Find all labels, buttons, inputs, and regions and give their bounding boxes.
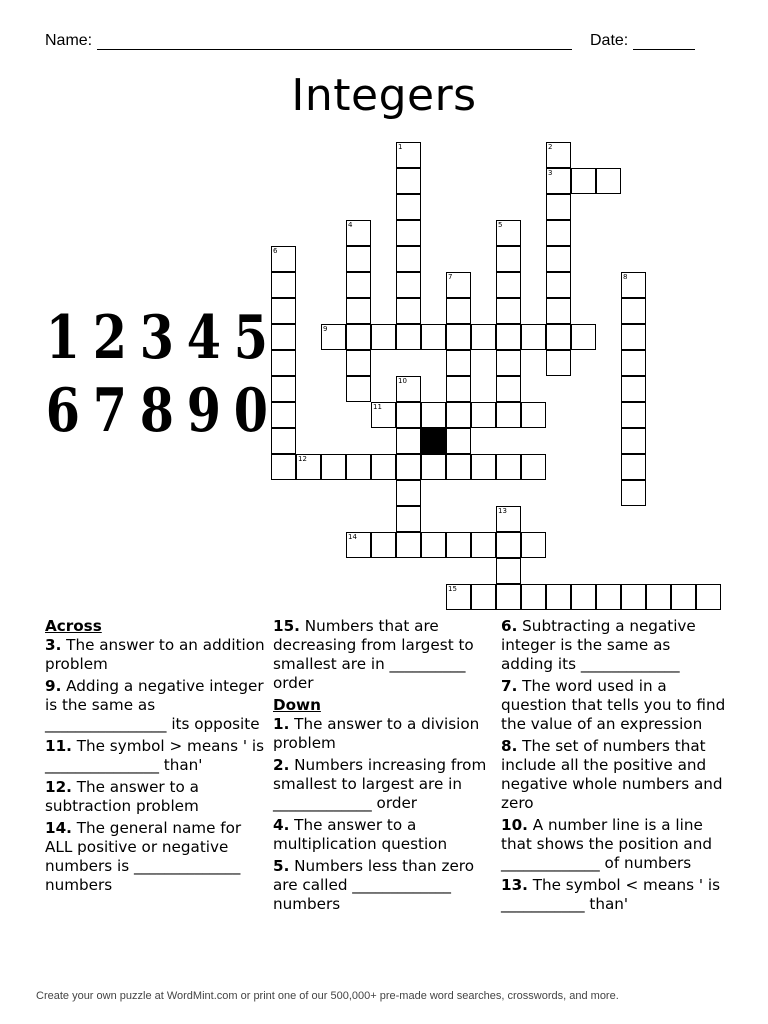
- grid-cell[interactable]: [571, 168, 596, 194]
- grid-cell[interactable]: [271, 298, 296, 324]
- footer-text: Create your own puzzle at WordMint.com or print one of our 500,000+ pre-made word searches, crosswords, and more.: [36, 990, 619, 1002]
- grid-cell[interactable]: [346, 350, 371, 376]
- grid-cell[interactable]: [271, 272, 296, 298]
- clue-text: Numbers increasing from smallest to largest are in _____________ order: [273, 756, 487, 812]
- grid-cell[interactable]: [421, 402, 446, 428]
- grid-cell[interactable]: [621, 584, 646, 610]
- grid-cell[interactable]: [371, 324, 396, 350]
- clue-text: Numbers that are decreasing from largest to smallest are in __________ order: [273, 617, 474, 692]
- clue-number-label: 6.: [501, 617, 518, 635]
- grid-cell[interactable]: [646, 584, 671, 610]
- grid-cell[interactable]: [496, 246, 521, 272]
- grid-cell[interactable]: [471, 584, 496, 610]
- clue-text: The set of numbers that include all the positive and negative whole numbers and zero: [501, 737, 723, 812]
- clue-number: 9: [323, 325, 328, 333]
- grid-cell[interactable]: [546, 350, 571, 376]
- grid-cell[interactable]: [396, 454, 421, 480]
- grid-cell[interactable]: [396, 272, 421, 298]
- grid-cell[interactable]: [546, 168, 571, 194]
- clue-number-label: 10.: [501, 816, 528, 834]
- grid-cell[interactable]: [521, 584, 546, 610]
- grid-cell[interactable]: [346, 272, 371, 298]
- clue-number-label: 2.: [273, 756, 290, 774]
- clue-number-label: 15.: [273, 617, 300, 635]
- grid-cell[interactable]: [621, 454, 646, 480]
- grid-cell[interactable]: [371, 454, 396, 480]
- clue-number: 3: [548, 169, 553, 177]
- grid-cell[interactable]: [496, 220, 521, 246]
- clue-item: [45, 819, 269, 895]
- clue-number: 1: [398, 143, 403, 151]
- grid-cell[interactable]: [296, 454, 321, 480]
- clue-text: The answer to an addition problem: [45, 636, 265, 673]
- clue-item: [501, 677, 726, 734]
- digit-glyph: 5: [234, 303, 269, 373]
- grid-cell[interactable]: [496, 584, 521, 610]
- grid-cell[interactable]: [446, 402, 471, 428]
- grid-cell[interactable]: [521, 532, 546, 558]
- grid-cell[interactable]: [546, 298, 571, 324]
- clue-number-label: 8.: [501, 737, 518, 755]
- clue-number: 14: [348, 533, 357, 541]
- grid-cell[interactable]: [621, 428, 646, 454]
- grid-cell[interactable]: [271, 428, 296, 454]
- grid-cell[interactable]: [671, 584, 696, 610]
- clue-number: 13: [498, 507, 507, 515]
- clue-number: 11: [373, 403, 382, 411]
- grid-cell[interactable]: [446, 350, 471, 376]
- grid-cell[interactable]: [346, 298, 371, 324]
- grid-cell[interactable]: [321, 454, 346, 480]
- clue-text: The word used in a question that tells you to find the value of an expression: [501, 677, 726, 733]
- grid-cell[interactable]: [371, 402, 396, 428]
- clue-number: 4: [348, 221, 353, 229]
- clues-column-1: [45, 617, 269, 898]
- clue-text: The symbol > means ' is _______________ than': [45, 737, 264, 774]
- grid-cell[interactable]: [521, 454, 546, 480]
- clue-text: The general name for ALL positive or negative numbers is ______________ numbers: [45, 819, 242, 894]
- grid-cell[interactable]: [496, 350, 521, 376]
- grid-cell[interactable]: [271, 246, 296, 272]
- clue-item: [501, 876, 726, 914]
- clue-number-label: 12.: [45, 778, 72, 796]
- clue-number-label: 7.: [501, 677, 518, 695]
- across-heading: Across: [45, 617, 102, 635]
- grid-cell[interactable]: [271, 454, 296, 480]
- grid-cell[interactable]: [446, 298, 471, 324]
- clue-number-label: 5.: [273, 857, 290, 875]
- digit-glyph: 1: [45, 303, 80, 373]
- grid-cell[interactable]: [346, 532, 371, 558]
- grid-cell[interactable]: [521, 402, 546, 428]
- grid-cell[interactable]: [521, 324, 546, 350]
- clue-item: [273, 816, 498, 854]
- clue-item: [273, 756, 498, 813]
- grid-cell[interactable]: [496, 532, 521, 558]
- grid-cell[interactable]: [471, 454, 496, 480]
- clue-number-label: 14.: [45, 819, 72, 837]
- clue-item: [273, 715, 498, 753]
- grid-cell[interactable]: [496, 558, 521, 584]
- clue-text: The answer to a division problem: [273, 715, 480, 752]
- clue-number: 10: [398, 377, 407, 385]
- grid-cell[interactable]: [346, 324, 371, 350]
- date-label: Date:: [590, 32, 629, 49]
- grid-cell[interactable]: [346, 220, 371, 246]
- grid-cell[interactable]: [471, 532, 496, 558]
- clue-number-label: 13.: [501, 876, 528, 894]
- grid-cell[interactable]: [396, 142, 421, 168]
- clue-text: The symbol < means ' is ___________ than': [501, 876, 720, 913]
- grid-cell[interactable]: [621, 480, 646, 506]
- grid-cell[interactable]: [496, 298, 521, 324]
- clue-item: [273, 857, 498, 914]
- grid-cell[interactable]: [446, 376, 471, 402]
- grid-cell[interactable]: [346, 454, 371, 480]
- clue-item: [45, 778, 269, 816]
- grid-cell[interactable]: [396, 506, 421, 532]
- clue-text: Adding a negative integer is the same as ________________ its opposite: [45, 677, 264, 733]
- grid-cell[interactable]: [446, 324, 471, 350]
- grid-cell[interactable]: [446, 272, 471, 298]
- grid-cell[interactable]: [621, 298, 646, 324]
- clue-number: 7: [448, 273, 453, 281]
- grid-cell[interactable]: [396, 324, 421, 350]
- grid-cell[interactable]: [271, 402, 296, 428]
- grid-cell[interactable]: [546, 220, 571, 246]
- across-clue-list-continued: [273, 617, 498, 693]
- grid-cell[interactable]: [346, 376, 371, 402]
- clue-item: [273, 617, 498, 693]
- clue-item: [45, 737, 269, 775]
- grid-cell[interactable]: [396, 428, 421, 454]
- clue-number: 5: [498, 221, 503, 229]
- grid-cell[interactable]: [621, 272, 646, 298]
- clue-number: 2: [548, 143, 553, 151]
- clue-text: A number line is a line that shows the position and _____________ of numbers: [501, 816, 712, 872]
- grid-cell[interactable]: [396, 376, 421, 402]
- name-label: Name:: [45, 32, 93, 49]
- clue-number: 8: [623, 273, 628, 281]
- grid-black-cell: [421, 428, 446, 454]
- clue-number-label: 4.: [273, 816, 290, 834]
- grid-cell[interactable]: [496, 324, 521, 350]
- grid-cell[interactable]: [546, 584, 571, 610]
- grid-cell[interactable]: [546, 142, 571, 168]
- digit-glyph: 9: [186, 376, 222, 446]
- digit-glyph: 7: [92, 376, 128, 446]
- grid-cell[interactable]: [421, 454, 446, 480]
- clue-item: [45, 636, 269, 674]
- grid-cell[interactable]: [396, 298, 421, 324]
- digit-glyph: 4: [186, 303, 222, 373]
- grid-cell[interactable]: [471, 324, 496, 350]
- grid-cell[interactable]: [496, 272, 521, 298]
- grid-cell[interactable]: [396, 168, 421, 194]
- grid-cell[interactable]: [546, 324, 571, 350]
- clue-number: 15: [448, 585, 457, 593]
- clue-item: [45, 677, 269, 734]
- clue-number: 6: [273, 247, 278, 255]
- clue-item: [501, 737, 726, 813]
- digit-glyph: 6: [45, 376, 80, 446]
- clues-column-2: [273, 617, 498, 917]
- digit-glyph: 2: [92, 303, 128, 373]
- grid-cell[interactable]: [396, 532, 421, 558]
- clue-number-label: 1.: [273, 715, 290, 733]
- grid-cell[interactable]: [396, 220, 421, 246]
- clue-number-label: 11.: [45, 737, 72, 755]
- clue-text: The answer to a subtraction problem: [45, 778, 199, 815]
- grid-cell[interactable]: [546, 246, 571, 272]
- clue-number: 12: [298, 455, 307, 463]
- down-heading: Down: [273, 696, 321, 714]
- clue-text: The answer to a multiplication question: [273, 816, 448, 853]
- clue-item: [501, 617, 726, 674]
- grid-cell[interactable]: [271, 324, 296, 350]
- grid-cell[interactable]: [621, 350, 646, 376]
- grid-cell[interactable]: [421, 324, 446, 350]
- grid-cell[interactable]: [321, 324, 346, 350]
- grid-cell[interactable]: [496, 376, 521, 402]
- grid-cell[interactable]: [396, 402, 421, 428]
- grid-cell[interactable]: [496, 506, 521, 532]
- grid-cell[interactable]: [421, 532, 446, 558]
- grid-cell[interactable]: [446, 584, 471, 610]
- grid-cell[interactable]: [621, 402, 646, 428]
- grid-cell[interactable]: [396, 246, 421, 272]
- grid-cell[interactable]: [446, 428, 471, 454]
- grid-cell[interactable]: [446, 532, 471, 558]
- clues-column-3: [501, 617, 726, 917]
- grid-cell[interactable]: [471, 402, 496, 428]
- digit-glyph: 8: [139, 376, 175, 446]
- grid-cell[interactable]: [596, 168, 621, 194]
- grid-cell[interactable]: [271, 350, 296, 376]
- clue-number-label: 9.: [45, 677, 62, 695]
- grid-cell[interactable]: [596, 584, 621, 610]
- grid-cell[interactable]: [446, 454, 471, 480]
- grid-cell[interactable]: [496, 454, 521, 480]
- grid-cell[interactable]: [271, 376, 296, 402]
- page-title: Integers: [291, 70, 477, 121]
- clue-item: [501, 816, 726, 873]
- down-clue-list-continued: [501, 617, 726, 914]
- grid-cell[interactable]: [396, 480, 421, 506]
- down-clue-list: [273, 715, 498, 914]
- grid-cell[interactable]: [546, 272, 571, 298]
- grid-cell[interactable]: [546, 194, 571, 220]
- clue-text: Numbers less than zero are called _____________ numbers: [273, 857, 474, 913]
- digit-glyph: 0: [234, 376, 269, 446]
- grid-cell[interactable]: [621, 376, 646, 402]
- grid-cell[interactable]: [621, 324, 646, 350]
- digit-glyph: 3: [139, 303, 175, 373]
- across-clue-list: [45, 636, 269, 895]
- grid-cell[interactable]: [571, 584, 596, 610]
- clue-number-label: 3.: [45, 636, 62, 654]
- grid-cell[interactable]: [371, 532, 396, 558]
- grid-cell[interactable]: [571, 324, 596, 350]
- clue-text: Subtracting a negative integer is the same as adding its _____________: [501, 617, 696, 673]
- grid-cell[interactable]: [346, 246, 371, 272]
- grid-cell[interactable]: [696, 584, 721, 610]
- grid-cell[interactable]: [496, 402, 521, 428]
- grid-cell[interactable]: [396, 194, 421, 220]
